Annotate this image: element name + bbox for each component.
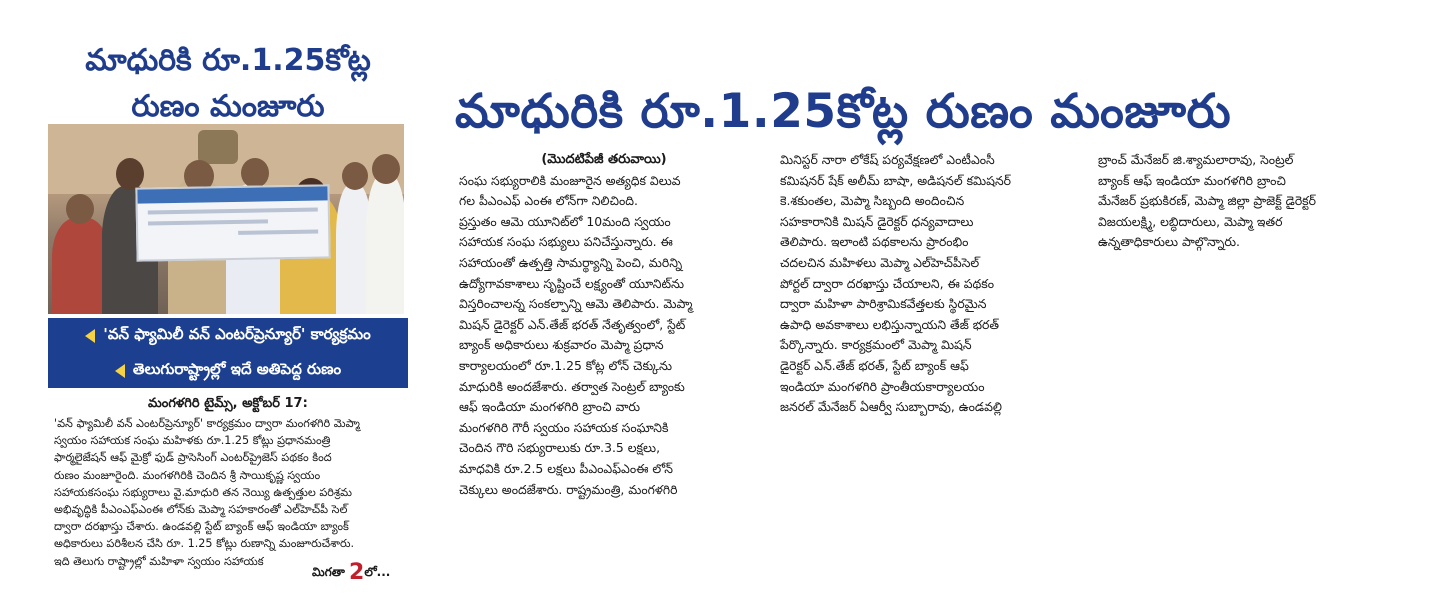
left-body-line: సహాయకసంఘ సభ్యురాలు వై.మాధురి తన నెయ్యి ఉత్పత్తుల పరిశ్రమ — [54, 485, 352, 499]
news-photo — [48, 124, 404, 314]
column-line: కమిషనర్ షేక్ అలీమ్ బాషా, అడిషనల్ కమిషనర్ — [780, 172, 1012, 188]
left-body-line: స్వయం సహాయక సంఘ మహిళకు రూ.1.25 కోట్లు ప్రధానమంత్రి — [54, 434, 331, 448]
column-line: సంఘ సభ్యురాలికి మంజూరైన అత్యధిక విలువ — [459, 172, 681, 188]
dateline: మంగళగిరి టైమ్స్, అక్టోబర్ 17: — [148, 396, 308, 411]
left-headline — [48, 38, 408, 130]
column-line: పోర్టల్ ద్వారా దరఖాస్తు చేయాలని, ఈ పథకం — [780, 275, 995, 291]
column-line: సహాయంతో ఉత్పత్తి సామర్థ్యాన్ని పెంచి, మరిన్ని — [459, 254, 683, 270]
continuation-tag: (మొదటిపేజీ తరువాయి) — [541, 152, 667, 167]
column-line: ప్రస్తుతం ఆమె యూనిట్‌లో 10మంది స్వయం — [459, 213, 671, 229]
column-line: డైరెక్టర్ ఎన్.తేజ్ భరత్, స్టేట్ బ్యాంక్ ఆఫ్ — [780, 357, 969, 373]
column-line: ఉపాధి అవకాశాలు లభిస్తున్నాయని తేజ్ భరత్ — [780, 316, 999, 332]
column-line: ద్వారా మహిళా పారిశ్రామికవేత్తలకు స్థిరమైన — [780, 296, 987, 312]
column-line: బ్యాంక్ అధికారులు శుక్రవారం మెప్మా ప్రధాన — [459, 337, 664, 353]
column-line: ఉద్యోగావకాశాలు సృష్టించే లక్ష్యంతో యూనిట్‌ను — [459, 275, 685, 291]
column-line: మినిస్టర్ నారా లోకేష్ పర్యవేక్షణలో ఎంటీఎంసీ — [780, 152, 995, 167]
subhead-line2: తెలుగురాష్ట్రాల్లో ఇదే అతిపెద్ద రుణం — [132, 359, 342, 378]
column-line: సహకారానికి మిషన్ డైరెక్టర్ ధన్యవాదాలు — [780, 213, 974, 229]
column-line: ఆఫ్ ఇండియా మంగళగిరి బ్రాంచి వారు — [459, 399, 641, 415]
column-line: బ్రాంచ్ మేనేజర్ జి.శ్యామలారావు, సెంట్రల్ — [1098, 152, 1294, 167]
left-headline-line2: రుణం మంజూరు — [131, 89, 325, 124]
article-column-1 — [459, 150, 749, 500]
column-line: ఉన్నతాధికారులు పాల్గొన్నారు. — [1098, 234, 1240, 250]
left-body-line: రుణం మంజూరైంది. మంగళగిరికి చెందిన శ్రీ సాయికృష్ణ స్వయం — [54, 468, 321, 482]
article-column-2 — [780, 150, 1080, 418]
left-body-line: ఇది తెలుగు రాష్ట్రాల్లో మహిళా స్వయం సహాయక — [54, 554, 264, 568]
column-line: పేర్కొన్నారు. కార్యక్రమంలో మెప్మా మిషన్ — [780, 337, 972, 353]
continued-page: 2 — [349, 560, 365, 585]
left-front-page-panel — [48, 0, 408, 610]
column-line: జనరల్ మేనేజర్ ఏఆర్వీ సుబ్బారావు, ఉండవల్లి — [780, 399, 1002, 415]
column-line: విస్తరించాలన్న సంకల్పాన్ని ఆమె తెలిపారు. మెప్మా — [459, 296, 693, 312]
column-line: విజయలక్ష్మి, లబ్ధిదారులు, మెప్మా ఇతర — [1098, 213, 1283, 229]
continued-marker — [312, 560, 390, 585]
column-line: బ్యాంక్ ఆఫ్ ఇండియా మంగళగిరి బ్రాంచి — [1098, 172, 1286, 188]
emblem-icon — [198, 130, 238, 164]
column-line: మిషన్ డైరెక్టర్ ఎన్.తేజ్ భరత్ నేతృత్వంలో, స్టేట్ — [459, 316, 686, 332]
left-body-text — [54, 415, 400, 570]
left-body-line: అధికారులు పరిశీలన చేసి రూ. 1.25 కోట్లు రుణాన్ని మంజూరుచేశారు. — [54, 537, 355, 551]
left-body-line: అభివృద్ధికి పీఎంఎఫ్ఎంఈ లోన్‌కు మెప్మా సహకారంతో ఎల్‌హెచ్‌పీ సెల్ — [54, 503, 348, 517]
column-line: కె.శకుంతల, మెప్మా సిబ్బంది అందించిన — [780, 193, 965, 209]
left-body-line: 'వన్ ఫ్యామిలీ వన్ ఎంటర్‌ప్రెన్యూర్' కార్యక్రమం ద్వారా మంగళగిరి మెప్మా — [54, 417, 360, 430]
column-line: కార్యాలయంలో రూ.1.25 కోట్ల లోన్ చెక్కును — [459, 357, 672, 373]
column-line: సహాయక సంఘ సభ్యులు పనిచేస్తున్నారు. ఈ — [459, 234, 673, 250]
cheque-image — [135, 184, 330, 261]
column-line: మాధవికి రూ.2.5 లక్షలు పీఎంఎఫ్ఎంఈ లోన్ — [459, 460, 673, 476]
article-column-3 — [1098, 150, 1398, 253]
article-title: మాధురికి రూ.1.25కోట్ల రుణం మంజూరు — [455, 84, 1232, 139]
subhead-banner — [48, 318, 408, 388]
triangle-bullet-icon — [85, 329, 95, 343]
column-line: చదలచిన మహిళలు మెప్మా ఎల్‌హెచ్‌పీసెల్ — [780, 254, 980, 270]
continued-suffix: లో... — [364, 565, 391, 579]
left-headline-line1: మాధురికి రూ.1.25కోట్ల — [85, 43, 371, 78]
left-body-line: ఫార్మలైజేషన్ ఆఫ్ మైక్రో ఫుడ్ ప్రాసెసింగ్ ఎంటర్‌ప్రైజెస్ పథకం కింద — [54, 451, 332, 465]
column-line: గల పీఎంఎఫ్ ఎంఈ లోన్‌గా నిలిచింది. — [459, 193, 638, 209]
column-line: చెందిన గౌరి సభ్యురాలుకు రూ.3.5 లక్షలు, — [459, 440, 661, 456]
column-line: మంగళగిరి గౌరీ స్వయం సహాయక సంఘానికి — [459, 419, 669, 435]
column-line: మాధురికి అందజేశారు. తర్వాత సెంట్రల్ బ్యాంకు — [459, 378, 685, 394]
column-line: చెక్కులు అందజేశారు. రాష్ట్రమంత్రి, మంగళగిరి — [459, 481, 678, 497]
triangle-bullet-icon — [115, 364, 125, 378]
subhead-line1: 'వన్ ఫ్యామిలీ వన్ ఎంటర్‌ప్రెన్యూర్' కార్యక్రమం — [103, 324, 371, 343]
column-line: మేనేజర్ ప్రభుకిరణ్, మెప్మా జిల్లా ప్రాజెక్ట్ డైరెక్టర్ — [1098, 193, 1316, 209]
continued-label: మిగతా — [312, 565, 345, 579]
column-line: ఇండియా మంగళగిరి ప్రాంతీయకార్యాలయం — [780, 378, 985, 394]
column-line: తెలిపారు. ఇలాంటి పథకాలను ప్రారంభిం — [780, 234, 969, 250]
left-body-line: ద్వారా దరఖాస్తు చేశారు. ఉండవల్లి స్టేట్ బ్యాంక్ ఆఫ్ ఇండియా బ్యాంక్ — [54, 520, 349, 534]
